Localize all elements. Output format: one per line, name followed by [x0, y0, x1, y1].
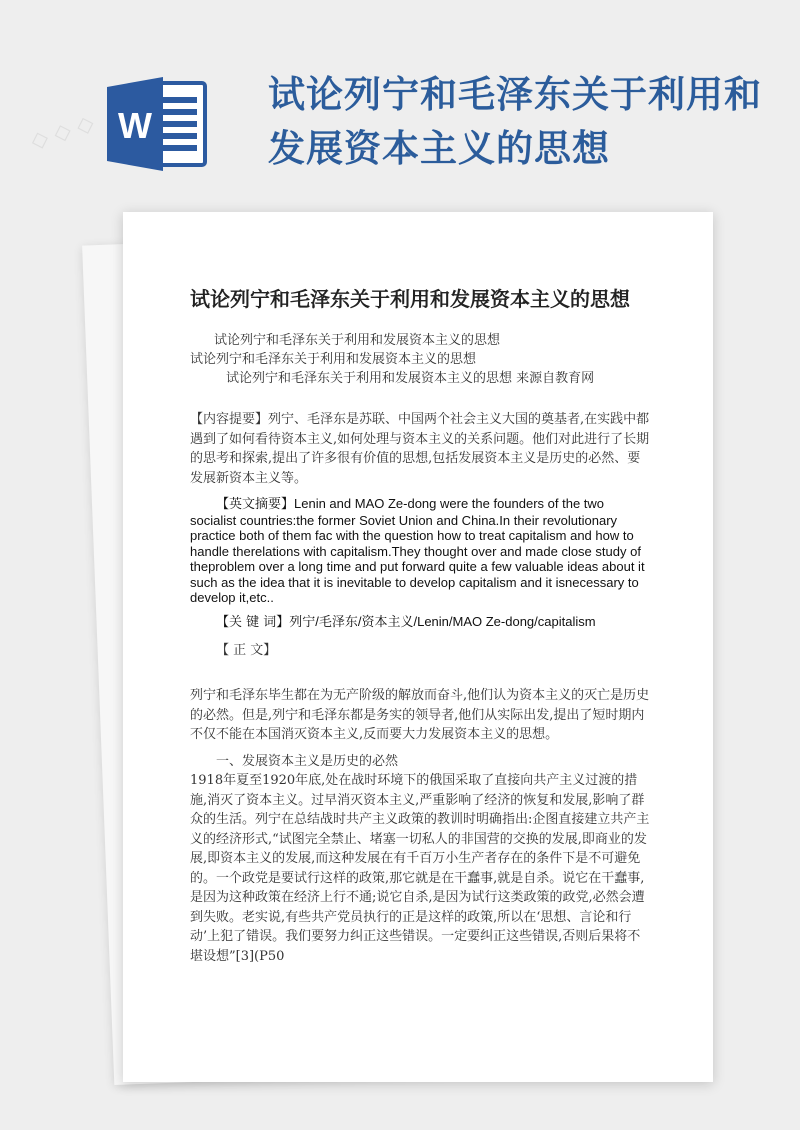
word-icon-letter: W: [118, 105, 152, 146]
abstract-label: 【内容提要】: [190, 412, 269, 427]
document-title: 试论列宁和毛泽东关于利用和发展资本主义的思想: [190, 287, 630, 311]
keywords-paragraph: [216, 614, 676, 631]
source-line-3: 试论列宁和毛泽东关于利用和发展资本主义的思想 来源自教育网: [226, 371, 595, 386]
source-line-1: 试论列宁和毛泽东关于利用和发展资本主义的思想: [214, 333, 501, 348]
keywords-text: 列宁/毛泽东/资本主义/Lenin/MAO Ze-dong/capitalism: [289, 614, 596, 629]
section-heading: 一、发展资本主义是历史的必然: [216, 754, 399, 769]
intro-paragraph: 列宁和毛泽东毕生都在为无产阶级的解放而奋斗,他们认为资本主义的灭亡是历史的必然。但是,列宁和毛泽东都是务实的领导者,他们从实际出发,提出了短时期内不仅不能在本国消灭资本主义,反而要大力发展资本主义的思想。: [190, 688, 650, 742]
english-abstract-label: 【英文摘要】: [216, 497, 295, 512]
header-title-line-2: 发展资本主义的思想: [268, 127, 610, 170]
page-header: [0, 0, 800, 200]
keywords-label: 【关 键 词】: [216, 615, 290, 630]
source-line-2: 试论列宁和毛泽东关于利用和发展资本主义的思想: [190, 352, 477, 367]
word-document-icon: [107, 75, 213, 173]
watermark: ◇ ◇ ◇: [27, 110, 98, 155]
body-label: 【 正 文】: [216, 643, 277, 658]
abstract-text: 列宁、毛泽东是苏联、中国两个社会主义大国的奠基者,在实践中都遇到了如何看待资本主义,如何处理与资本主义的关系问题。他们对此进行了长期的思考和探索,提出了许多很有价值的思想,包括发展资本主义是历史的必然、要发展新资本主义等。: [190, 412, 650, 486]
header-title-line-1: 试论列宁和毛泽东关于利用和: [268, 73, 762, 116]
english-abstract-paragraph: [190, 496, 650, 606]
english-abstract-text: Lenin and MAO Ze-dong were the founders of the two socialist countries:the former Soviet Union and China.In their revolutionary practice both of them fac with the question how to treat capitalism and how to handle therelations with capitalism.They thought over and made close study of theproblem over a long time and put forward quite a few valuable ideas about it such as the idea that it is inevitable to develop capitalism and it isnecessary to develop it,etc..: [190, 496, 645, 605]
header-title: [268, 68, 788, 176]
section-paragraph: 1918年夏至1920年底,处在战时环境下的俄国采取了直接向共产主义过渡的措施,消灭了资本主义。过早消灭资本主义,严重影响了经济的恢复和发展,影响了群众的生活。列宁在总结战时共产主义政策的教训时明确指出:企图直接建立共产主义的经济形式,“试图完全禁止、堵塞一切私人的非国营的交换的发展,即商业的发展,即资本主义的发展,而这种发展在有千百万小生产者存在的条件下是不可避免的。一个政党是要试行这样的政策,那它就是在干蠢事,就是自杀。说它在干蠢事,是因为这种政策在经济上行不通;说它自杀,是因为试行这类政策的政党,必然会遭到失败。老实说,有些共产党员执行的正是这样的政策,所以在‘思想、言论和行动’上犯了错误。我们要努力纠正这些错误。一定要纠正这些错误,否则后果将不堪设想”[3](P50: [190, 773, 650, 964]
abstract-paragraph: [190, 410, 650, 488]
